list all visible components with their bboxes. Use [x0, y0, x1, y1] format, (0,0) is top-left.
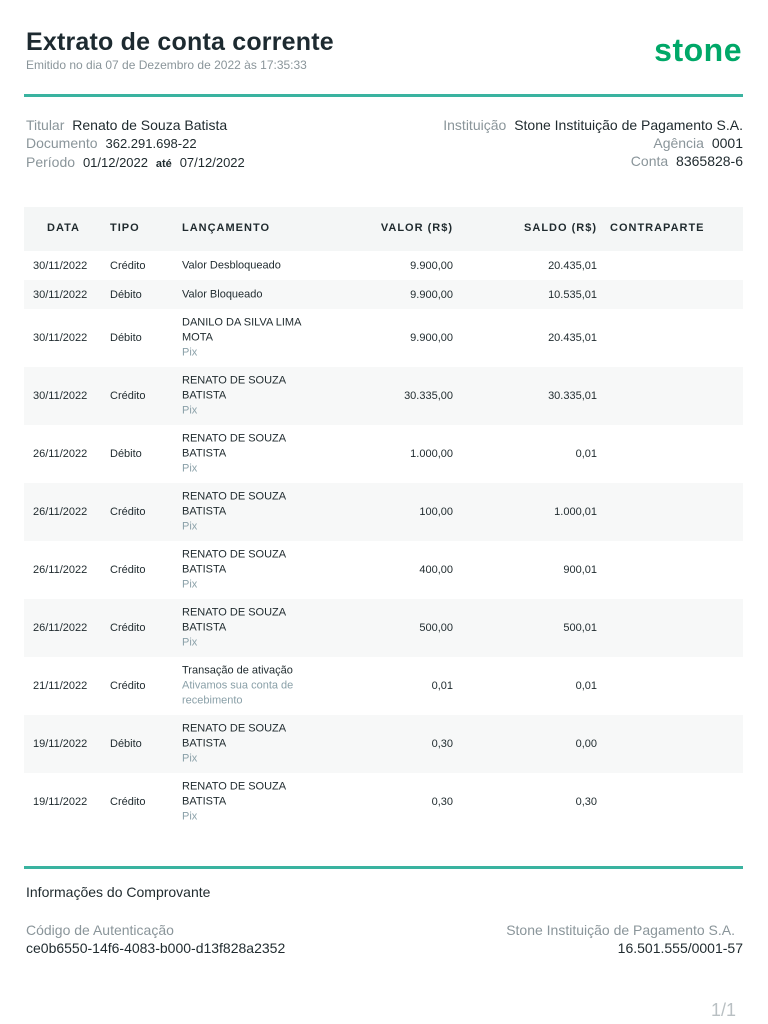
row-date: 26/11/2022 — [33, 564, 88, 576]
titular-label: Titular — [26, 117, 65, 133]
row-description — [182, 548, 332, 593]
row-type: Débito — [110, 288, 142, 301]
header-saldo: SALDO (R$) — [524, 222, 597, 234]
conta-value: 8365828-6 — [676, 153, 743, 169]
periodo-sep: até — [155, 158, 172, 170]
row-description — [182, 258, 332, 273]
row-description-main: Valor Desbloqueado — [182, 259, 281, 271]
table-row — [24, 425, 743, 483]
row-description-main: Transação de ativação — [182, 664, 293, 677]
row-description — [182, 722, 332, 767]
row-date: 30/11/2022 — [33, 288, 88, 301]
row-type: Crédito — [110, 506, 146, 518]
row-value: 100,00 — [419, 506, 453, 518]
row-balance: 500,01 — [563, 622, 597, 634]
table-header — [24, 207, 743, 251]
holder-info — [26, 116, 245, 173]
transactions-table — [24, 251, 743, 831]
header-valor: VALOR (R$) — [380, 222, 453, 234]
row-balance: 1.000,01 — [554, 506, 597, 518]
row-value: 400,00 — [419, 564, 453, 576]
stone-logo: stone — [654, 32, 742, 68]
row-date: 19/11/2022 — [33, 738, 88, 750]
table-row — [24, 599, 743, 657]
row-type: Crédito — [110, 564, 146, 576]
row-value: 0,30 — [431, 738, 453, 750]
row-description — [182, 316, 332, 361]
row-balance: 20.435,01 — [548, 332, 597, 344]
header-divider — [24, 94, 743, 97]
row-type: Débito — [110, 738, 142, 750]
row-balance: 900,01 — [563, 564, 597, 576]
page-number: 1/1 — [710, 1000, 736, 1020]
row-value: 9.900,00 — [410, 288, 453, 301]
row-balance: 0,00 — [575, 738, 597, 750]
row-date: 19/11/2022 — [33, 796, 88, 808]
row-value: 30.335,00 — [404, 390, 453, 402]
table-row — [24, 280, 743, 309]
institution-cnpj: 16.501.555/0001-57 — [617, 940, 743, 956]
periodo-end: 07/12/2022 — [179, 155, 245, 170]
header-tipo: TIPO — [110, 222, 140, 234]
row-description — [182, 432, 332, 477]
row-balance: 20.435,01 — [548, 259, 597, 272]
table-row — [24, 541, 743, 599]
row-type: Crédito — [110, 259, 146, 272]
row-type: Crédito — [110, 622, 146, 634]
row-description — [182, 490, 332, 535]
issued-date: Emitido no dia 07 de Dezembro de 2022 às 17:35:33 — [26, 58, 307, 72]
conta-label: Conta — [630, 153, 669, 169]
table-row — [24, 367, 743, 425]
row-value: 1.000,00 — [410, 448, 453, 460]
agencia-label: Agência — [653, 135, 704, 151]
row-description-main: Valor Bloqueado — [182, 288, 263, 300]
row-value: 9.900,00 — [410, 259, 453, 272]
table-row — [24, 483, 743, 541]
table-row — [24, 251, 743, 280]
page-title: Extrato de conta corrente — [26, 28, 334, 56]
row-description-sub: Pix — [182, 636, 198, 649]
row-type: Crédito — [110, 796, 146, 808]
row-description-sub: Pix — [182, 752, 198, 765]
row-description-sub: Pix — [182, 462, 198, 475]
row-description — [182, 664, 332, 709]
row-date: 26/11/2022 — [33, 506, 88, 518]
header-lancamento: LANÇAMENTO — [182, 222, 271, 234]
instituicao-label: Instituição — [443, 117, 507, 133]
auth-value: ce0b6550-14f6-4083-b000-d13f828a2352 — [26, 940, 286, 956]
row-description-main: RENATO DE SOUZA BATISTA — [182, 722, 286, 750]
documento-value: 362.291.698-22 — [105, 136, 197, 151]
table-row — [24, 715, 743, 773]
row-value: 9.900,00 — [410, 332, 453, 344]
row-type: Débito — [110, 448, 142, 460]
row-balance: 0,30 — [575, 796, 597, 808]
row-description-main: RENATO DE SOUZA BATISTA — [182, 432, 286, 460]
institution-footer-label: Stone Instituição de Pagamento S.A. — [506, 922, 735, 938]
row-balance: 0,01 — [575, 448, 597, 460]
header-contraparte: CONTRAPARTE — [610, 222, 705, 234]
row-description — [182, 780, 332, 825]
row-type: Débito — [110, 332, 142, 344]
row-balance: 0,01 — [575, 680, 597, 692]
row-date: 30/11/2022 — [33, 390, 88, 402]
row-description-sub: Pix — [182, 404, 198, 417]
row-balance: 30.335,01 — [548, 390, 597, 402]
row-description — [182, 606, 332, 651]
instituicao-value: Stone Instituição de Pagamento S.A. — [514, 117, 743, 133]
row-balance: 10.535,01 — [548, 288, 597, 301]
row-value: 500,00 — [419, 622, 453, 634]
agencia-value: 0001 — [711, 135, 743, 151]
row-date: 30/11/2022 — [33, 332, 88, 344]
row-value: 0,01 — [431, 680, 453, 692]
row-description-sub: Pix — [182, 346, 198, 359]
auth-label: Código de Autenticação — [26, 922, 174, 938]
row-date: 21/11/2022 — [33, 680, 88, 692]
row-description-main: RENATO DE SOUZA BATISTA — [182, 780, 286, 808]
periodo-start: 01/12/2022 — [82, 155, 149, 170]
row-description-main: RENATO DE SOUZA BATISTA — [182, 374, 286, 402]
header-data: DATA — [47, 222, 80, 234]
periodo-label: Período — [26, 154, 76, 170]
row-description-sub: Pix — [182, 578, 198, 591]
row-description-main: RENATO DE SOUZA BATISTA — [182, 490, 286, 518]
row-description-sub: Pix — [182, 810, 198, 823]
row-description — [182, 374, 332, 419]
row-type: Crédito — [110, 390, 146, 402]
row-description-main: RENATO DE SOUZA BATISTA — [182, 548, 286, 576]
row-description-main: RENATO DE SOUZA BATISTA — [182, 606, 286, 634]
table-row — [24, 309, 743, 367]
row-date: 26/11/2022 — [33, 448, 88, 460]
row-value: 0,30 — [431, 796, 453, 808]
institution-info — [443, 116, 743, 170]
row-date: 30/11/2022 — [33, 259, 88, 272]
footer-title: Informações do Comprovante — [26, 884, 211, 900]
documento-label: Documento — [26, 135, 98, 151]
row-description-main: DANILO DA SILVA LIMA MOTA — [182, 316, 301, 344]
titular-value: Renato de Souza Batista — [72, 117, 228, 133]
footer-divider — [24, 866, 743, 869]
table-row — [24, 773, 743, 831]
table-row — [24, 657, 743, 715]
row-date: 26/11/2022 — [33, 622, 88, 634]
row-description-sub: Pix — [182, 520, 198, 533]
row-description-sub: Ativamos sua conta de recebimento — [182, 679, 294, 707]
row-description — [182, 287, 332, 302]
row-type: Crédito — [110, 680, 146, 692]
